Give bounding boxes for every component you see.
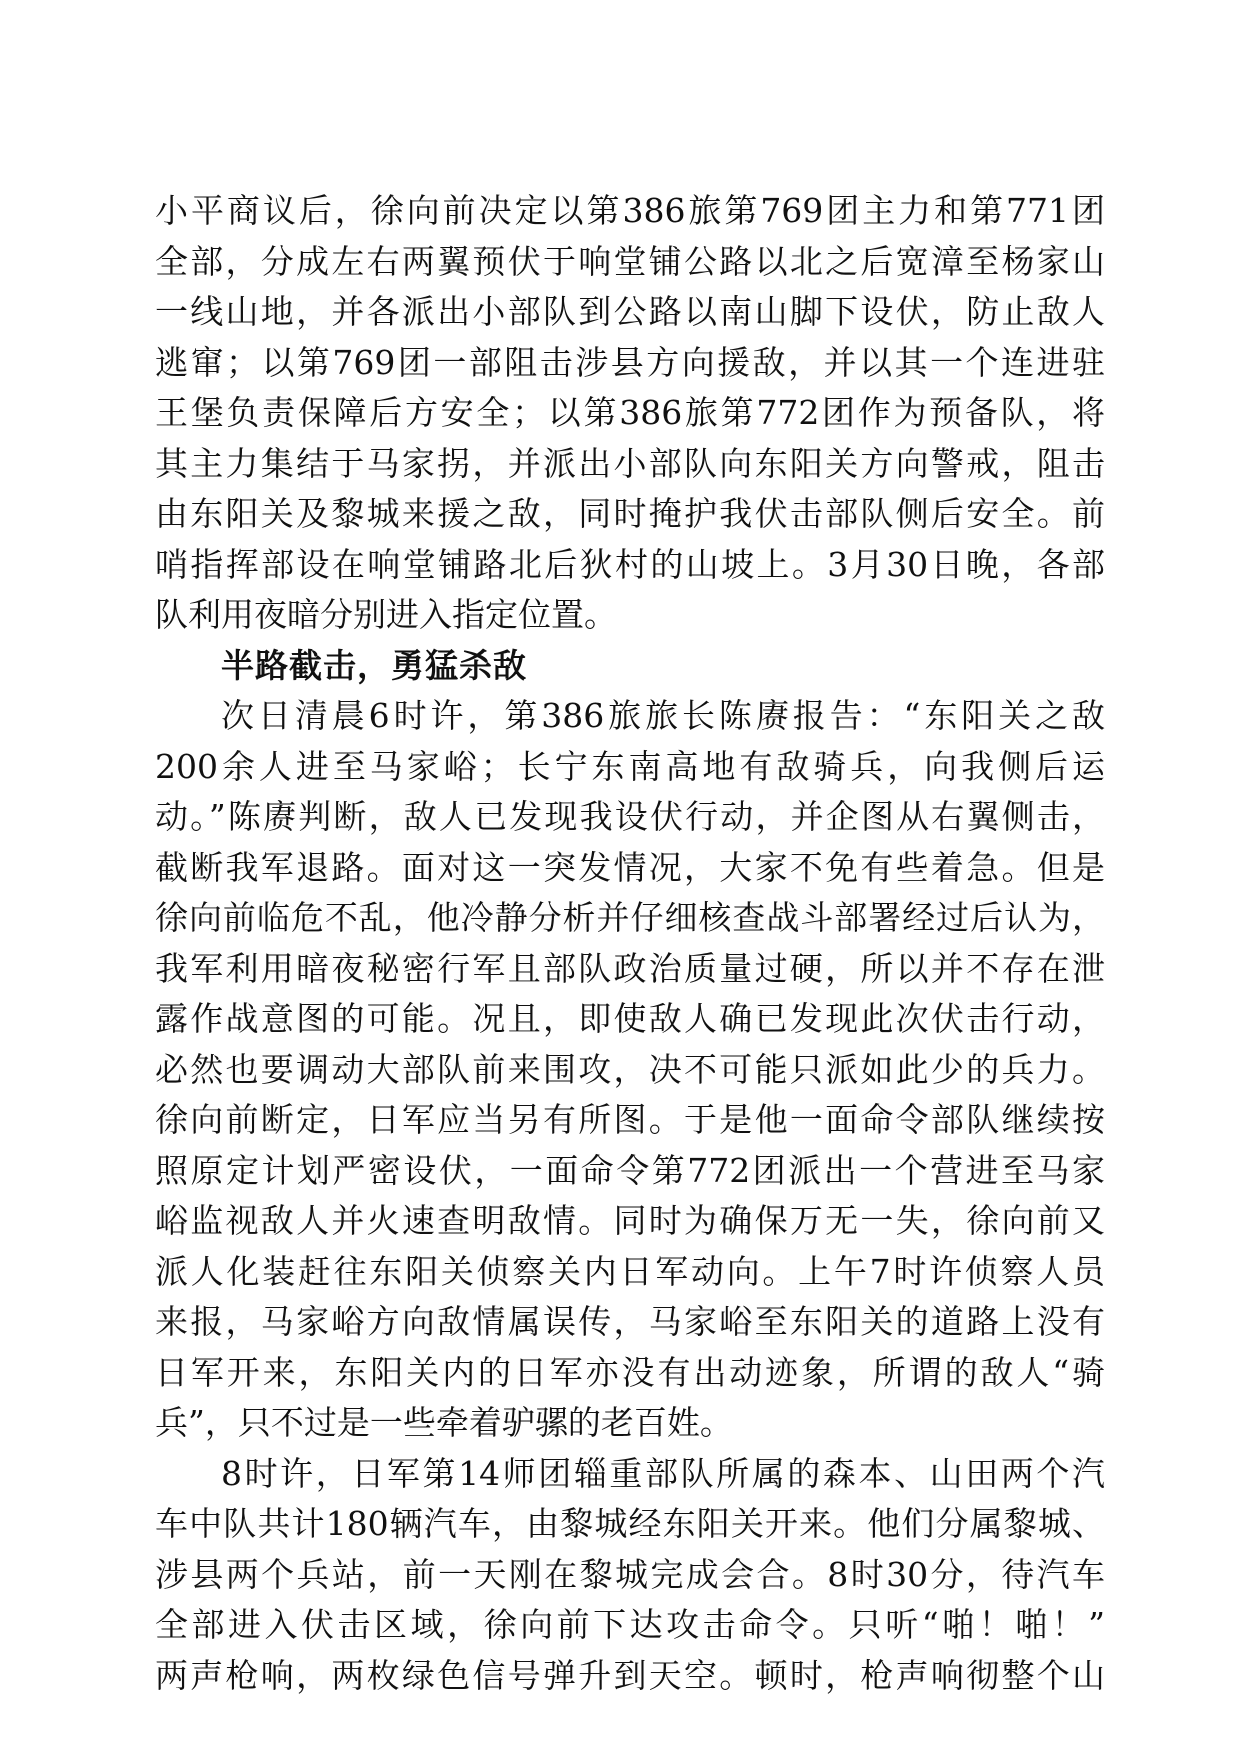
text-line: 日军开来，东阳关内的日军亦没有出动迹象，所谓的敌人“骑	[155, 1352, 1105, 1392]
text-line: 由东阳关及黎城来援之敌，同时掩护我伏击部队侧后安全。前	[155, 494, 1105, 533]
text-line: 峪监视敌人并火速查明敌情。同时为确保万无一失，徐向前又	[155, 1201, 1105, 1240]
text-line: 200余人进至马家峪；长宁东南高地有敌骑兵，向我侧后运	[155, 746, 1105, 786]
text-line: 车中队共计180辆汽车，由黎城经东阳关开来。他们分属黎城、	[155, 1504, 1105, 1543]
text-line: 来报，马家峪方向敌情属误传，马家峪至东阳关的道路上没有	[155, 1302, 1105, 1341]
text-line: 全部进入伏击区域，徐向前下达攻击命令。只听“啪！啪！”	[155, 1605, 1105, 1644]
text-line: 必然也要调动大部队前来围攻，决不可能只派如此少的兵力。	[155, 1049, 1105, 1089]
text-line: 照原定计划严密设伏，一面命令第772团派出一个营进至马家	[155, 1150, 1105, 1190]
text-line: 逃窜；以第769团一部阻击涉县方向援敌，并以其一个连进驻	[155, 342, 1105, 382]
text-line: 两声枪响，两枚绿色信号弹升到天空。顿时，枪声响彻整个山	[155, 1655, 1105, 1695]
text-line: 全部，分成左右两翼预伏于响堂铺公路以北之后宽漳至杨家山	[155, 241, 1105, 281]
text-line: 涉县两个兵站，前一天刚在黎城完成会合。8时30分，待汽车	[155, 1554, 1105, 1594]
text-line: 哨指挥部设在响堂铺路北后狄村的山坡上。3月30日晚，各部	[155, 544, 1105, 584]
text-line: 徐向前临危不乱，他冷静分析并仔细核查战斗部署经过后认为，	[155, 898, 1105, 937]
text-line: 派人化装赶往东阳关侦察关内日军动向。上午7时许侦察人员	[155, 1251, 1105, 1291]
document-body	[155, 186, 1105, 1701]
text-line: 其主力集结于马家拐，并派出小部队向东阳关方向警戒，阻击	[155, 443, 1105, 483]
text-line: 兵”，只不过是一些牵着驴骡的老百姓。	[155, 1403, 733, 1442]
text-line: 动。”陈赓判断，敌人已发现我设伏行动，并企图从右翼侧击，	[155, 797, 1105, 836]
text-line: 王堡负责保障后方安全；以第386旅第772团作为预备队，将	[155, 393, 1105, 432]
text-line: 次日清晨6时许，第386旅旅长陈赓报告：“东阳关之敌	[221, 696, 1105, 735]
text-line: 小平商议后，徐向前决定以第386旅第769团主力和第771团	[155, 191, 1105, 230]
text-line: 一线山地，并各派出小部队到公路以南山脚下设伏，防止敌人	[155, 292, 1105, 331]
text-line: 8时许，日军第14师团辎重部队所属的森本、山田两个汽	[221, 1453, 1105, 1493]
text-line: 我军利用暗夜秘密行军且部队政治质量过硬，所以并不存在泄	[155, 948, 1105, 988]
text-line: 截断我军退路。面对这一突发情况，大家不免有些着急。但是	[155, 847, 1105, 887]
text-line: 露作战意图的可能。况且，即使敌人确已发现此次伏击行动，	[155, 999, 1105, 1038]
section-heading: 半路截击，勇猛杀敌	[221, 645, 527, 685]
text-line: 队利用夜暗分别进入指定位置。	[155, 595, 617, 634]
text-line: 徐向前断定，日军应当另有所图。于是他一面命令部队继续按	[155, 1100, 1105, 1139]
